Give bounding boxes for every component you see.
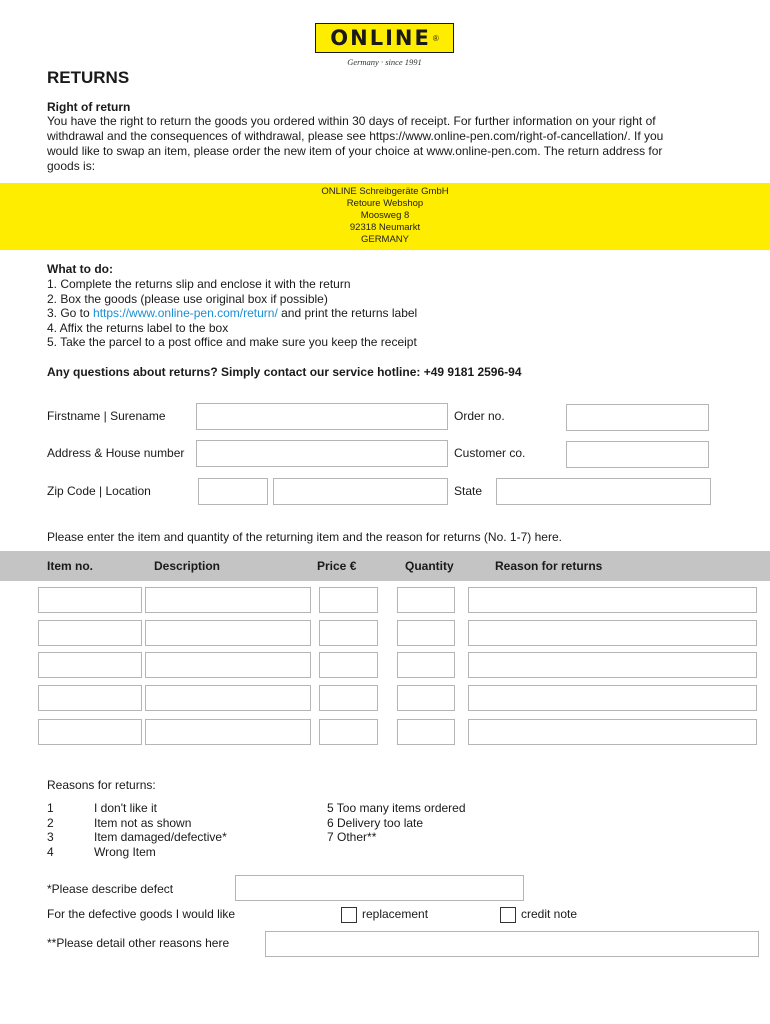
para-line: You have the right to return the goods you ordered within 30 days of receipt. For further information on your right of <box>47 114 656 128</box>
returns-link[interactable]: https://www.online-pen.com/return/ <box>93 306 278 321</box>
col-reason: Reason for returns <box>495 559 603 573</box>
defect-field[interactable] <box>235 875 524 901</box>
quantity-field[interactable] <box>397 652 455 678</box>
price-field[interactable] <box>319 587 378 613</box>
replacement-label: replacement <box>362 907 429 921</box>
address-line: 92318 Neumarkt <box>349 222 421 233</box>
reasons-left <box>94 801 227 859</box>
col-quantity: Quantity <box>405 559 454 573</box>
col-price: Price € <box>317 559 357 573</box>
item-no-field[interactable] <box>38 652 142 678</box>
reason-item: Wrong Item <box>94 844 156 859</box>
what-to-do-heading: What to do: <box>47 262 113 276</box>
reason-field[interactable] <box>468 587 757 613</box>
reason-number: 3 <box>47 830 54 845</box>
reason-item: Item damaged/defective* <box>94 830 227 845</box>
description-field[interactable] <box>145 652 311 678</box>
right-of-return-heading: Right of return <box>47 100 131 114</box>
zip-label: Zip Code | Location <box>47 484 151 498</box>
quantity-field[interactable] <box>397 685 455 711</box>
right-of-return-text <box>47 114 727 174</box>
todo-step: 4. Affix the returns label to the box <box>47 320 229 335</box>
reason-item: 7 Other** <box>327 830 377 845</box>
quantity-field[interactable] <box>397 719 455 745</box>
reason-item: 5 Too many items ordered <box>327 801 466 815</box>
reason-number: 4 <box>47 844 54 859</box>
reason-field[interactable] <box>468 652 757 678</box>
price-field[interactable] <box>319 685 378 711</box>
description-field[interactable] <box>145 719 311 745</box>
todo-step: 5. Take the parcel to a post office and make sure you keep the receipt <box>47 335 417 350</box>
para-line: goods is: <box>47 159 96 173</box>
replacement-checkbox[interactable] <box>341 907 357 923</box>
other-reasons-field[interactable] <box>265 931 759 957</box>
description-field[interactable] <box>145 685 311 711</box>
todo-step: 2. Box the goods (please use original box if possible) <box>47 291 328 306</box>
credit-note-label: credit note <box>521 907 578 921</box>
name-field[interactable] <box>196 403 448 430</box>
zip-field[interactable] <box>198 478 268 505</box>
logo-registered-mark: ® <box>432 33 439 43</box>
defective-goods-label: For the defective goods I would like <box>47 907 236 921</box>
logo-tagline: Germany · since 1991 <box>347 57 422 67</box>
item-no-field[interactable] <box>38 620 142 646</box>
items-instruction: Please enter the item and quantity of the returning item and the reason for returns (No. 1-7) here. <box>47 530 562 544</box>
other-reasons-label: **Please detail other reasons here <box>47 936 230 950</box>
reason-field[interactable] <box>468 620 757 646</box>
address-line: Retoure Webshop <box>346 198 424 209</box>
return-address <box>0 186 770 246</box>
page-title: RETURNS <box>47 68 130 87</box>
item-no-field[interactable] <box>38 719 142 745</box>
reason-field[interactable] <box>468 685 757 711</box>
description-field[interactable] <box>145 620 311 646</box>
customer-field[interactable] <box>566 441 709 468</box>
reasons-numbers <box>47 801 54 859</box>
state-field[interactable] <box>496 478 711 505</box>
what-to-do-list <box>47 277 417 350</box>
address-field[interactable] <box>196 440 448 467</box>
todo-step <box>47 306 417 321</box>
brand-logo <box>315 23 454 53</box>
location-field[interactable] <box>273 478 448 505</box>
price-field[interactable] <box>319 719 378 745</box>
col-description: Description <box>154 559 221 573</box>
address-line: Moosweg 8 <box>360 210 410 221</box>
todo-step-text: 3. Go to <box>47 306 94 321</box>
reason-number: 2 <box>47 815 54 830</box>
reasons-right <box>327 801 466 845</box>
reasons-heading: Reasons for returns: <box>47 778 156 792</box>
credit-note-checkbox[interactable] <box>500 907 516 923</box>
quantity-field[interactable] <box>397 620 455 646</box>
defect-label: *Please describe defect <box>47 882 174 896</box>
reason-number: 1 <box>47 801 54 815</box>
reason-item: 6 Delivery too late <box>327 815 424 830</box>
address-label: Address & House number <box>47 446 185 460</box>
para-line: withdrawal and the consequences of withdrawal, please see https://www.online-pen.com/right-of-cancellation/. If you <box>47 129 664 143</box>
description-field[interactable] <box>145 587 311 613</box>
item-no-field[interactable] <box>38 587 142 613</box>
name-label: Firstname | Surename <box>47 409 166 423</box>
order-label: Order no. <box>454 409 505 423</box>
price-field[interactable] <box>319 652 378 678</box>
todo-step-text: and print the returns label <box>277 306 418 321</box>
customer-label: Customer co. <box>454 446 526 460</box>
state-label: State <box>454 484 483 498</box>
price-field[interactable] <box>319 620 378 646</box>
items-table-header <box>0 551 770 581</box>
para-line: would like to swap an item, please order the new item of your choice at www.online-pen.com. The return address for <box>47 144 663 158</box>
reason-item: I don't like it <box>94 801 157 815</box>
address-line: ONLINE Schreibgeräte GmbH <box>321 186 449 197</box>
todo-step: 1. Complete the returns slip and enclose it with the return <box>47 277 351 291</box>
order-field[interactable] <box>566 404 709 431</box>
col-item-no: Item no. <box>47 559 94 573</box>
hotline-text: Any questions about returns? Simply contact our service hotline: +49 9181 2596-94 <box>47 365 522 379</box>
quantity-field[interactable] <box>397 587 455 613</box>
reason-item: Item not as shown <box>94 815 192 830</box>
logo-text: ONLINE <box>330 26 431 50</box>
reason-field[interactable] <box>468 719 757 745</box>
address-line: GERMANY <box>360 234 410 245</box>
item-no-field[interactable] <box>38 685 142 711</box>
